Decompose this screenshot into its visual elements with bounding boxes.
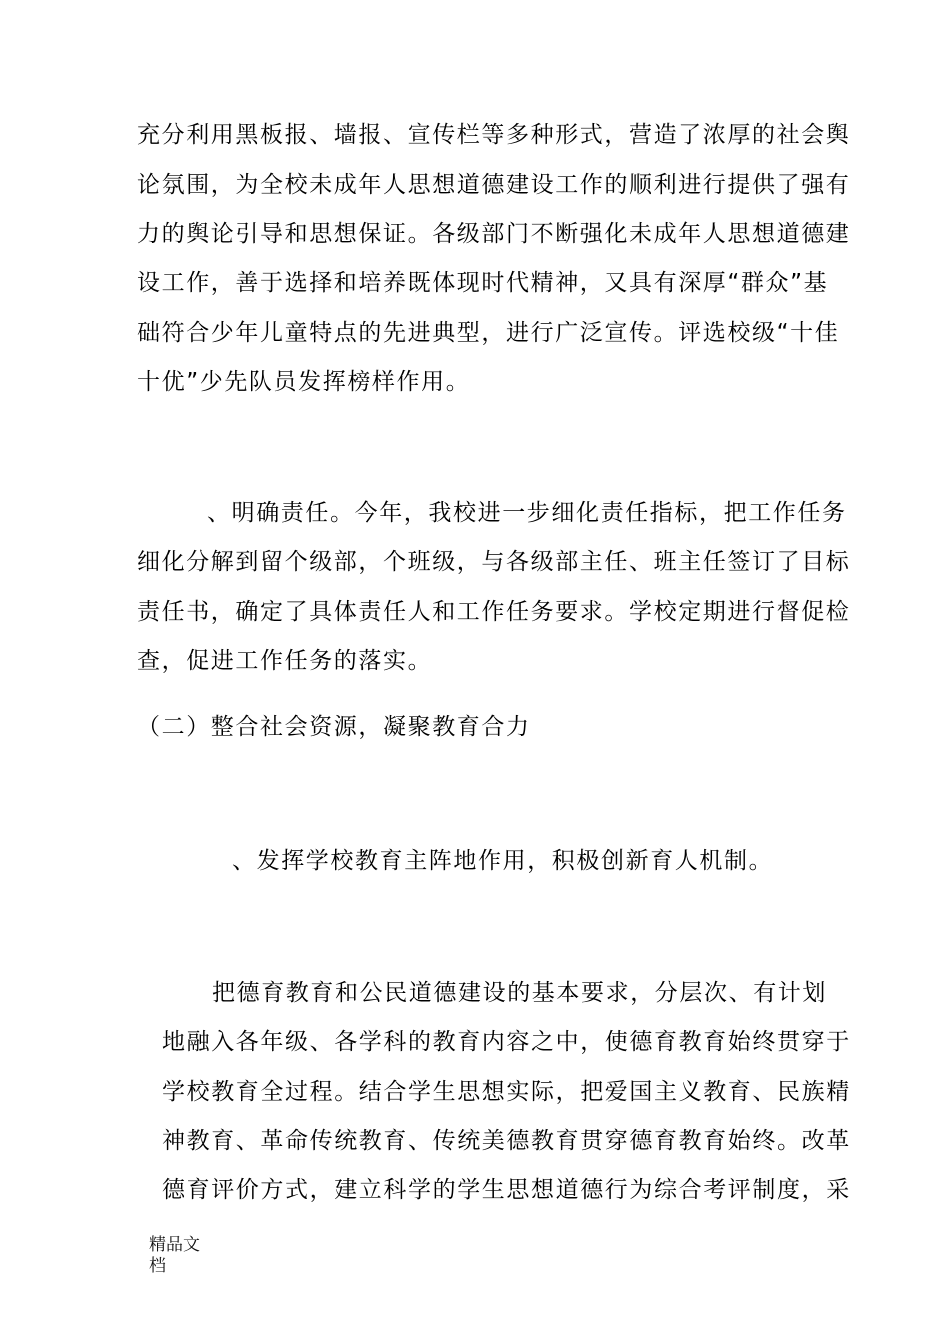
paragraph-2-line: 、明确责任。今年，我校进一步细化责任指标，把工作任务 <box>207 500 847 526</box>
paragraph-2-line: 细化分解到留个级部，个班级，与各级部主任、班主任签订了目标 <box>137 549 851 575</box>
paragraph-3-line: 把德育教育和公民道德建设的基本要求，分层次、有计划 <box>212 980 827 1006</box>
paragraph-3-line: 学校教育全过程。结合学生思想实际，把爱国主义教育、民族精 <box>162 1079 851 1105</box>
paragraph-1-line: 础符合少年儿童特点的先进典型，进行广泛宣传。评选校级“十佳 <box>137 320 840 346</box>
section-heading: （二）整合社会资源，凝聚教育合力 <box>137 714 531 740</box>
paragraph-1-line: 十优”少先队员发挥榜样作用。 <box>137 369 471 395</box>
paragraph-1-line: 充分利用黑板报、墙报、宣传栏等多种形式，营造了浓厚的社会舆 <box>137 122 851 148</box>
paragraph-3-line: 德育评价方式，建立科学的学生思想道德行为综合考评制度，采 <box>162 1177 851 1203</box>
paragraph-2-line: 责任书，确定了具体责任人和工作任务要求。学校定期进行督促检 <box>137 599 851 625</box>
footer-line-1: 精品文 <box>149 1235 200 1255</box>
footer-line-2: 档 <box>149 1256 166 1276</box>
subheading: 、发挥学校教育主阵地作用，积极创新育人机制。 <box>232 848 774 874</box>
paragraph-3-line: 神教育、革命传统教育、传统美德教育贯穿德育教育始终。改革 <box>162 1128 851 1154</box>
paragraph-1-line: 设工作，善于选择和培养既体现时代精神，又具有深厚“群众”基 <box>137 270 829 296</box>
paragraph-1-line: 力的舆论引导和思想保证。各级部门不断强化未成年人思想道德建 <box>137 221 851 247</box>
paragraph-3-line: 地融入各年级、各学科的教育内容之中，使德育教育始终贯穿于 <box>162 1029 851 1055</box>
paragraph-2-line: 查，促进工作任务的落实。 <box>137 648 433 674</box>
paragraph-1-line: 论氛围，为全校未成年人思想道德建设工作的顺利进行提供了强有 <box>137 172 851 198</box>
